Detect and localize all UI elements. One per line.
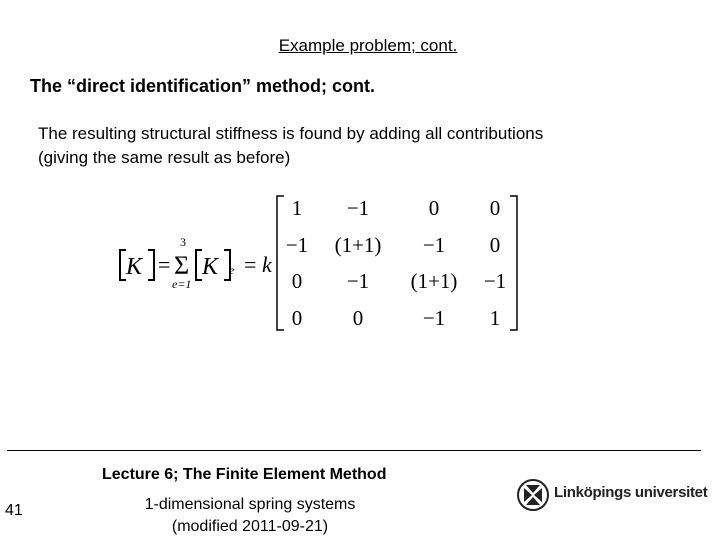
matrix-cell: −1 (422, 233, 446, 257)
body-line-2: (giving the same result as before) (38, 148, 291, 167)
footer-divider (7, 450, 701, 451)
university-logo (516, 478, 708, 517)
university-emblem-icon (516, 478, 550, 512)
matrix-cell: 0 (489, 196, 501, 220)
section-heading: The “direct identification” method; cont. (30, 76, 376, 96)
footer-lecture-title: Lecture 6; The Finite Element Method (102, 466, 387, 483)
term-subscript: e (229, 263, 235, 277)
stiffness-equation (112, 188, 532, 343)
lhs-symbol: K (126, 254, 143, 280)
matrix-bracket (277, 196, 517, 330)
page-number: 41 (5, 502, 23, 519)
sum-symbol: Σ (174, 251, 190, 280)
matrix-cell: 1 (291, 196, 303, 220)
slide-title: Example problem; cont. (278, 36, 458, 55)
matrix-cell: 1 (489, 306, 501, 330)
matrix-cell: (1+1) (410, 269, 458, 293)
footer-topic (130, 494, 370, 538)
matrix-cell: −1 (346, 269, 370, 293)
equals-sign-1: = (158, 252, 171, 277)
matrix-cell: 0 (428, 196, 440, 220)
footer-topic-line-2: (modified 2011-09-21) (171, 518, 329, 535)
university-name: Linköpings universitet (554, 484, 708, 501)
sum-upper-limit: 3 (180, 235, 186, 249)
matrix-cell: −1 (483, 269, 507, 293)
matrix-cell: −1 (285, 233, 309, 257)
matrix-cell: (1+1) (334, 233, 382, 257)
matrix-cell: −1 (422, 306, 446, 330)
equals-sign-2: = (244, 252, 257, 277)
matrix-cell: 0 (291, 269, 303, 293)
matrix-entries (286, 196, 506, 330)
sum-lower-limit: e=1 (172, 277, 192, 291)
body-text (38, 122, 658, 170)
matrix-cell: 0 (291, 306, 303, 330)
matrix-cell: 0 (352, 306, 364, 330)
footer-topic-line-1: 1-dimensional spring systems (144, 496, 356, 513)
term-symbol: K (202, 254, 219, 280)
stiffness-factor: k (262, 252, 272, 277)
matrix-cell: 0 (489, 233, 501, 257)
body-line-1: The resulting structural stiffness is found by adding all contributions (38, 124, 544, 143)
matrix-cell: −1 (346, 196, 370, 220)
equation-graphic (112, 188, 532, 338)
